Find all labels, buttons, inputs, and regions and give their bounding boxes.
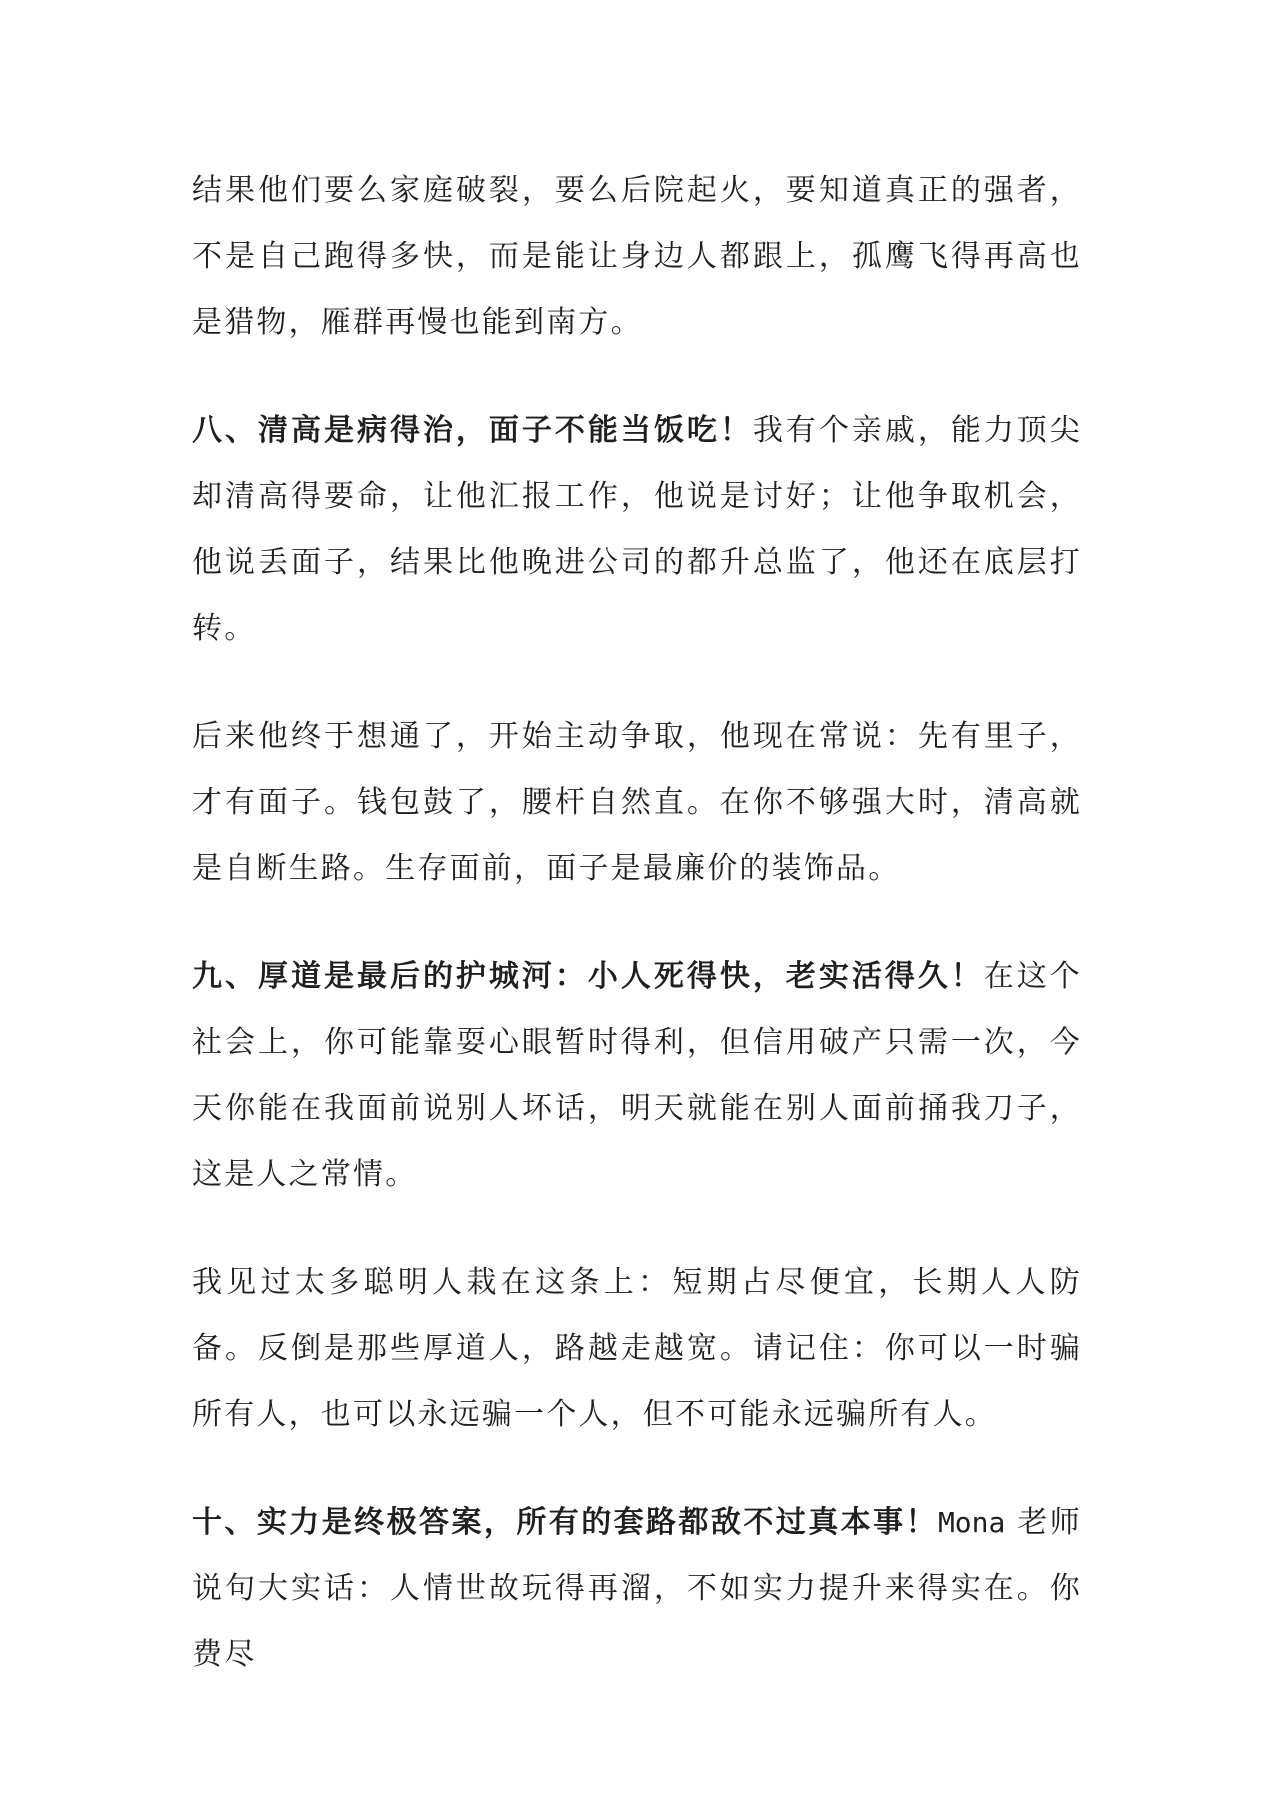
- paragraph-6: [192, 1490, 1082, 1688]
- paragraph-6-text: 老师说句大实话：人情世故玩得再溜，不如实力提升来得实在。你费尽: [192, 1505, 1082, 1672]
- paragraph-5-text: 我见过太多聪明人栽在这条上：短期占尽便宜，长期人人防备。反倒是那些厚道人，路越走越宽。请记住：你可以一时骗所有人，也可以永远骗一个人，但不可能永远骗所有人。: [192, 1265, 1082, 1432]
- teacher-name: Mona: [937, 1506, 1006, 1539]
- paragraph-3: [192, 704, 1082, 902]
- paragraph-2-text: 我有个亲戚，能力顶尖却清高得要命，让他汇报工作，他说是讨好；让他争取机会，他说丢面子，结果比他晚进公司的都升总监了，他还在底层打转。: [192, 413, 1083, 646]
- section-10-heading: 十、实力是终极答案，所有的套路都敌不过真本事！: [192, 1505, 938, 1540]
- section-8-heading: 八、清高是病得治，面子不能当饭吃！: [192, 413, 753, 448]
- section-9-heading: 九、厚道是最后的护城河：小人死得快，老实活得久！: [192, 959, 984, 994]
- paragraph-1-text: 结果他们要么家庭破裂，要么后院起火，要知道真正的强者，不是自己跑得多快，而是能让身边人都跟上，孤鹰飞得再高也是猎物，雁群再慢也能到南方。: [192, 173, 1082, 340]
- paragraph-4: [192, 944, 1082, 1208]
- paragraph-3-text: 后来他终于想通了，开始主动争取，他现在常说：先有里子，才有面子。钱包鼓了，腰杆自然直。在你不够强大时，清高就是自断生路。生存面前，面子是最廉价的装饰品。: [192, 719, 1082, 886]
- paragraph-1: [192, 158, 1082, 356]
- paragraph-4-text: 在这个社会上，你可能靠耍心眼暂时得利，但信用破产只需一次，今天你能在我面前说别人坏话，明天就能在别人面前捅我刀子，这是人之常情。: [192, 959, 1082, 1192]
- paragraph-2: [192, 398, 1082, 662]
- document-page: [192, 158, 1082, 1730]
- paragraph-5: [192, 1250, 1082, 1448]
